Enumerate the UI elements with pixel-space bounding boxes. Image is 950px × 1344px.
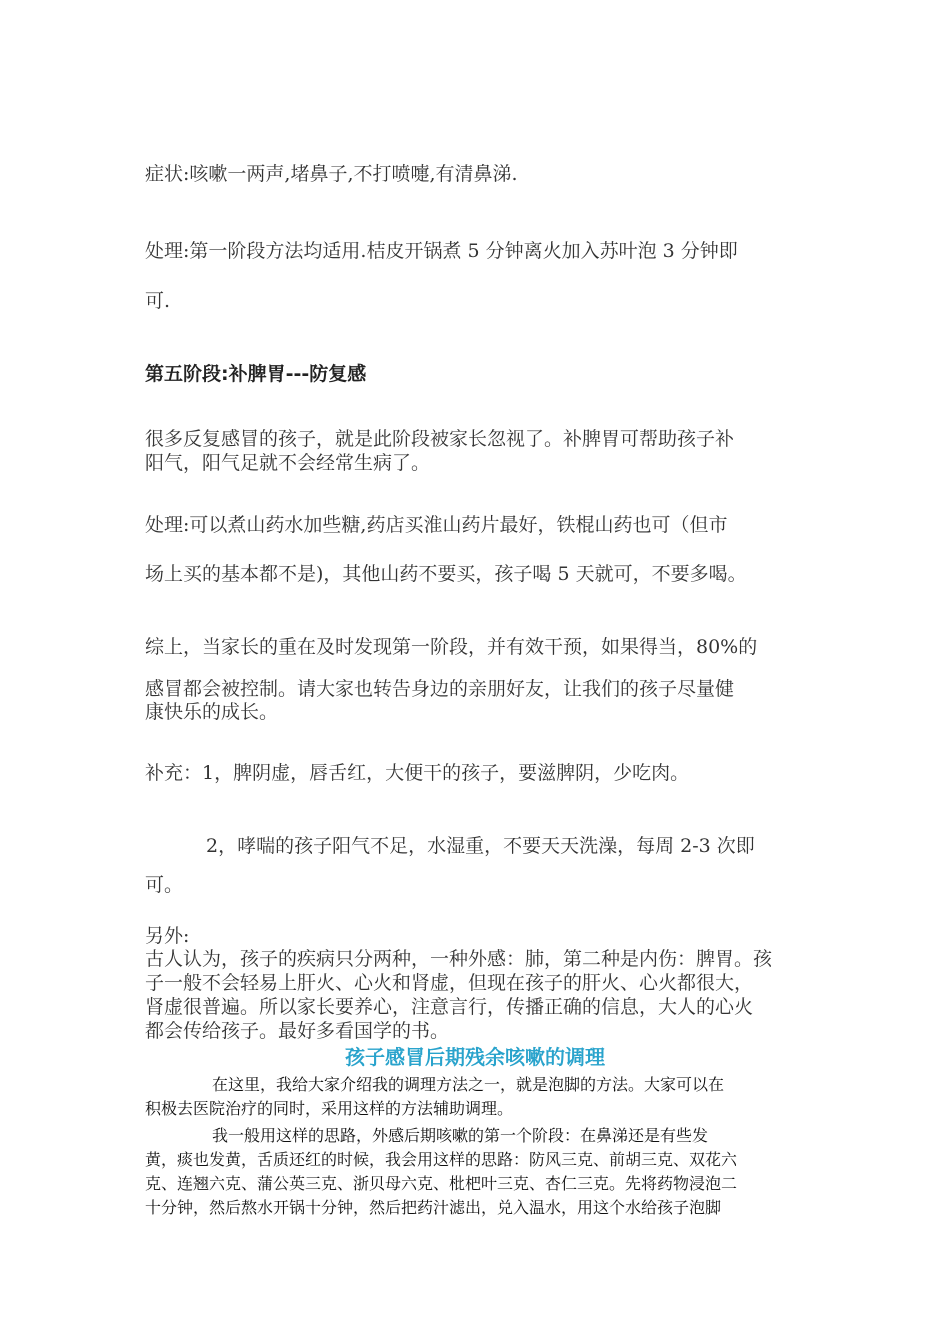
extra-line-2: 子一般不会轻易上肝火、心火和肾虚，但现在孩子的肝火、心火都很大，	[145, 972, 754, 994]
stage5-treatment-line-1: 处理:可以煮山药水加些糖,药店买淮山药片最好，铁棍山药也可（但市	[145, 514, 728, 536]
symptom-text: 症状:咳嗽一两声,堵鼻子,不打喷嚏,有清鼻涕.	[145, 163, 518, 185]
extra-line-3: 肾虚很普遍。所以家长要养心，注意言行，传播正确的信息，大人的心火	[145, 996, 754, 1018]
extra-line-1: 古人认为，孩子的疾病只分两种，一种外感：肺，第二种是内伤：脾胃。孩	[145, 948, 773, 970]
stage5-treatment-line-2: 场上买的基本都不是)，其他山药不要买，孩子喝 5 天就可，不要多喝。	[145, 563, 747, 585]
treatment-line-2: 可.	[145, 290, 171, 312]
summary-line-1: 综上，当家长的重在及时发现第一阶段，并有效干预，如果得当，80%的	[145, 636, 758, 658]
stage5-paragraph-line-2: 阳气，阳气足就不会经常生病了。	[145, 452, 431, 474]
method-line-1: 我一般用这样的思路，外感后期咳嗽的第一个阶段：在鼻涕还是有些发	[212, 1126, 709, 1145]
supplement-1: 补充：1，脾阴虚，唇舌红，大便干的孩子，要滋脾阴，少吃肉。	[145, 762, 690, 784]
intro-line-2: 积极去医院治疗的同时，采用这样的方法辅助调理。	[145, 1099, 514, 1118]
supplement-2-line-2: 可。	[145, 874, 184, 896]
treatment-line-1: 处理:第一阶段方法均适用.桔皮开锅煮 5 分钟离火加入苏叶泡 3 分钟即	[145, 240, 738, 262]
summary-line-3: 康快乐的成长。	[145, 701, 279, 723]
method-line-2: 黄，痰也发黄，舌质还红的时候，我会用这样的思路：防风三克、前胡三克、双花六	[145, 1150, 738, 1169]
stage5-paragraph-line-1: 很多反复感冒的孩子，就是此阶段被家长忽视了。补脾胃可帮助孩子补	[145, 428, 735, 450]
extra-label: 另外:	[145, 925, 190, 947]
method-line-3: 克、连翘六克、蒲公英三克、浙贝母六克、枇杷叶三克、杏仁三克。先将药物浸泡二	[145, 1174, 738, 1193]
section-title: 孩子感冒后期残余咳嗽的调理	[345, 1045, 605, 1069]
intro-line-1: 在这里，我给大家介绍我的调理方法之一，就是泡脚的方法。大家可以在	[212, 1075, 725, 1094]
summary-line-2: 感冒都会被控制。请大家也转告身边的亲朋好友，让我们的孩子尽量健	[145, 678, 735, 700]
extra-line-4: 都会传给孩子。最好多看国学的书。	[145, 1020, 450, 1042]
stage5-heading: 第五阶段:补脾胃---防复感	[145, 363, 367, 385]
method-line-4: 十分钟，然后熬水开锅十分钟，然后把药汁滤出，兑入温水，用这个水给孩子泡脚	[145, 1198, 722, 1217]
supplement-2-line-1: 2，哮喘的孩子阳气不足，水湿重，不要天天洗澡，每周 2-3 次即	[206, 835, 755, 857]
